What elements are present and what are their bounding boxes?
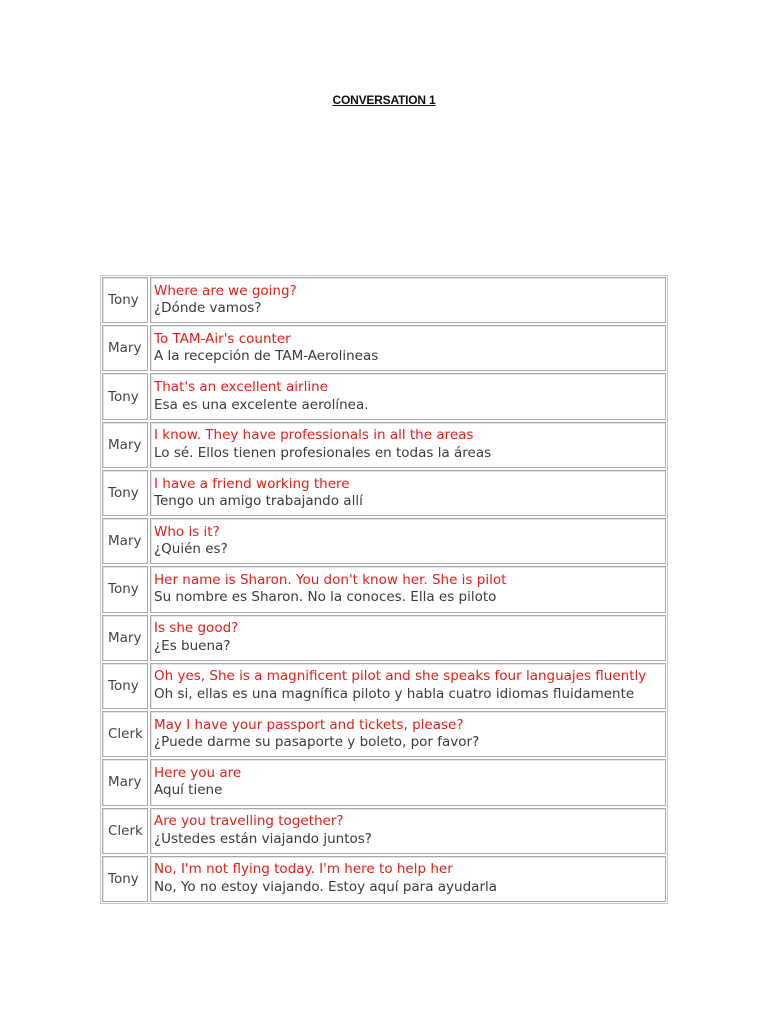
spanish-line: Tengo un amigo trabajando allí [154,493,363,510]
spanish-line: Lo sé. Ellos tienen profesionales en todas la áreas [154,444,492,461]
english-line: Here you are [154,764,242,781]
speaker-cell: Tony [102,277,148,323]
spanish-line: Aquí tiene [154,782,223,799]
speaker-cell: Mary [102,422,148,468]
english-line: Her name is Sharon. You don't know her. She is pilot [154,571,507,588]
english-line: May I have your passport and tickets, please? [154,716,464,733]
english-line: No, I'm not flying today. I'm here to help her [154,861,453,878]
dialogue-line-cell [150,566,666,612]
spanish-line: Esa es una excelente aerolínea. [154,396,369,413]
spanish-line: ¿Quién es? [154,541,228,558]
speaker-cell: Mary [102,759,148,805]
speaker-cell: Tony [102,663,148,709]
spanish-line: ¿Ustedes están viajando juntos? [154,830,372,847]
spanish-line: ¿Dónde vamos? [154,300,262,317]
dialogue-line-cell [150,373,666,419]
dialogue-line-cell [150,663,666,709]
dialogue-line-cell [150,325,666,371]
dialogue-line-cell [150,277,666,323]
dialogue-line-cell [150,518,666,564]
english-line: To TAM-Air's counter [154,330,291,347]
english-line: I know. They have professionals in all the areas [154,427,474,444]
dialogue-table [100,275,668,904]
dialogue-line-cell [150,808,666,854]
speaker-cell: Mary [102,615,148,661]
english-line: That's an excellent airline [154,379,328,396]
spanish-line: Oh si, ellas es una magnífica piloto y habla cuatro idiomas fluidamente [154,685,635,702]
english-line: Is she good? [154,620,239,637]
spanish-line: ¿Puede darme su pasaporte y boleto, por favor? [154,734,480,751]
dialogue-line-cell [150,470,666,516]
page-title: CONVERSATION 1 [332,93,436,107]
dialogue-line-cell [150,759,666,805]
dialogue-line-cell [150,422,666,468]
speaker-cell: Tony [102,470,148,516]
english-line: Where are we going? [154,282,297,299]
spanish-line: Su nombre es Sharon. No la conoces. Ella es piloto [154,589,497,606]
speaker-cell: Clerk [102,808,148,854]
speaker-cell: Mary [102,518,148,564]
speaker-cell: Tony [102,856,148,902]
speaker-cell: Mary [102,325,148,371]
spanish-line: ¿Es buena? [154,637,231,654]
dialogue-line-cell [150,711,666,757]
dialogue-line-cell [150,615,666,661]
speaker-cell: Tony [102,566,148,612]
english-line: I have a friend working there [154,475,350,492]
speaker-cell: Clerk [102,711,148,757]
english-line: Who is it? [154,523,220,540]
spanish-line: A la recepción de TAM-Aerolineas [154,348,379,365]
spanish-line: No, Yo no estoy viajando. Estoy aquí para ayudarla [154,878,498,895]
english-line: Are you travelling together? [154,813,344,830]
english-line: Oh yes, She is a magnificent pilot and she speaks four languajes fluently [154,668,647,685]
dialogue-line-cell [150,856,666,902]
speaker-cell: Tony [102,373,148,419]
